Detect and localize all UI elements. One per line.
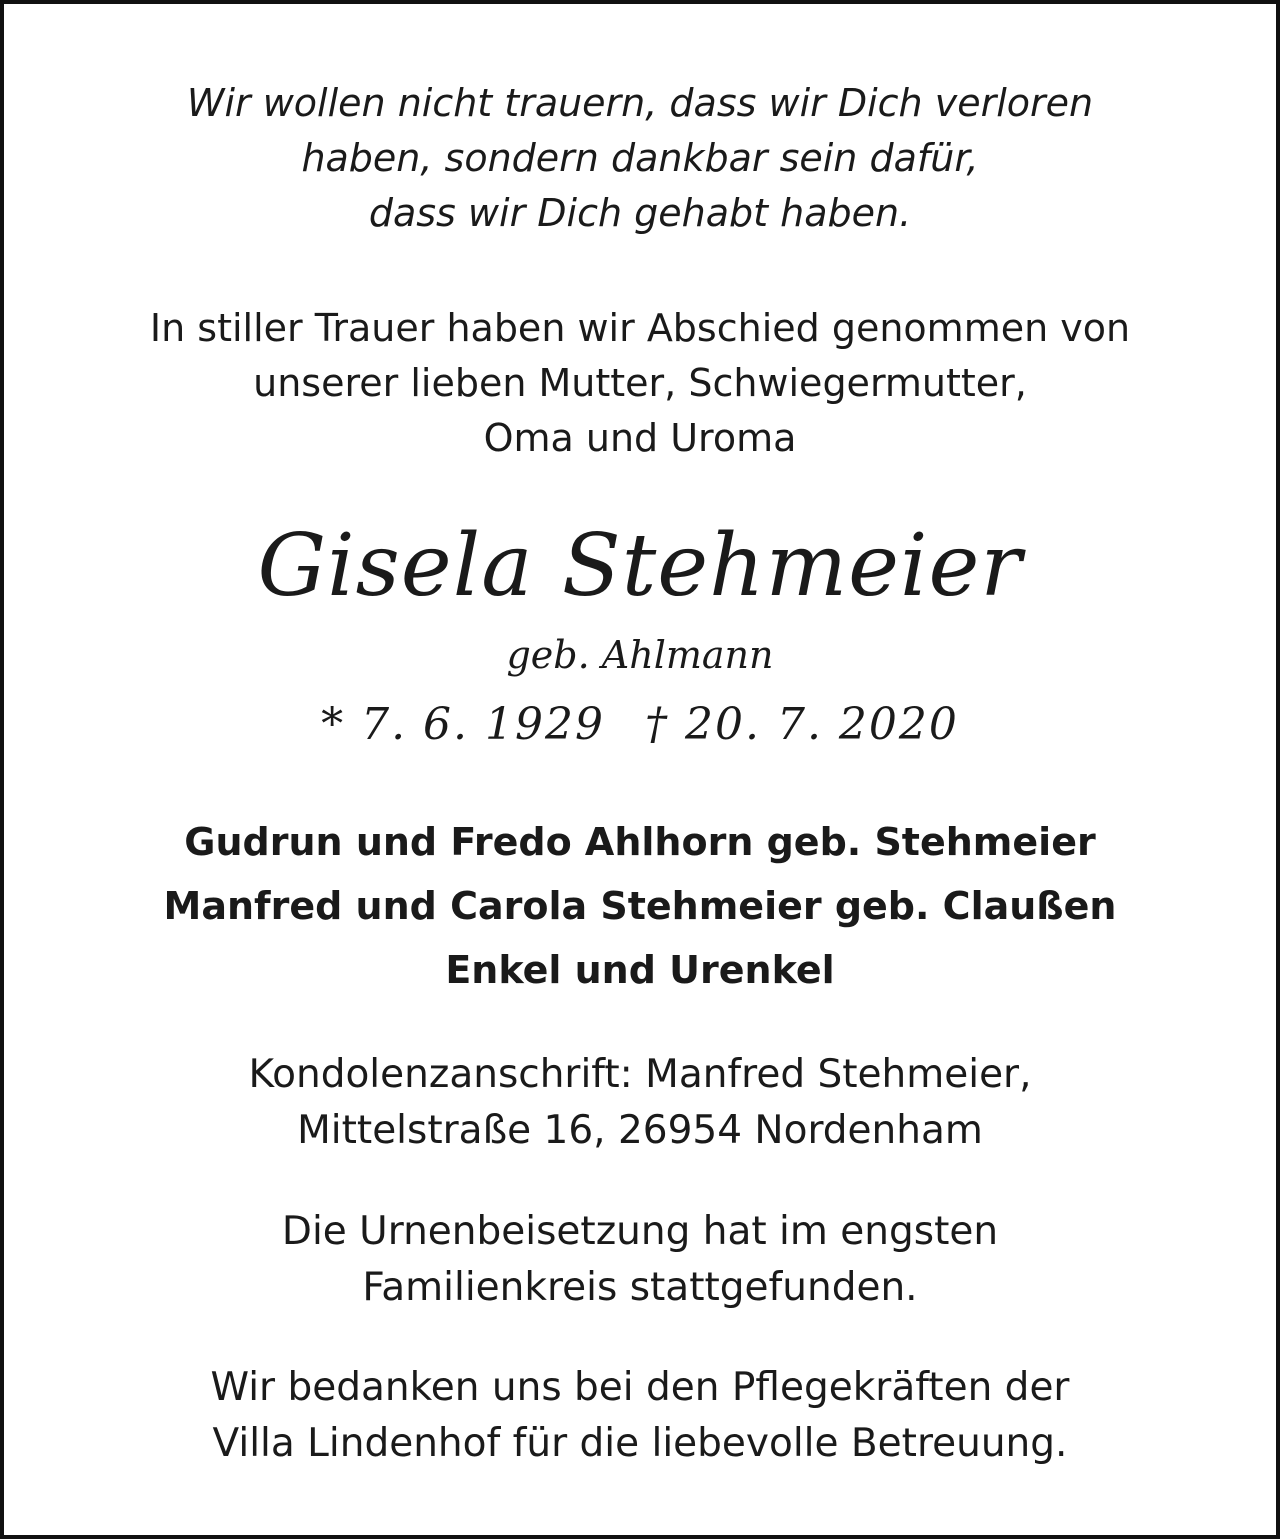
life-dates: [4, 698, 1276, 752]
burial-note: [4, 1204, 1276, 1316]
mourner-line-1: Gudrun und Fredo Ahlhorn geb. Stehmeier: [184, 820, 1096, 864]
birth-date: * 7. 6. 1929: [321, 699, 605, 750]
quote-line-3: dass wir Dich gehabt haben.: [368, 191, 912, 235]
mourner-line-2: Manfred und Carola Stehmeier geb. Claußen: [163, 884, 1117, 928]
condolence-address: [4, 1047, 1276, 1159]
mourners-list: [4, 810, 1276, 1002]
burial-line-1: Die Urnenbeisetzung hat im engsten: [281, 1209, 999, 1254]
mourner-line-3: Enkel und Urenkel: [445, 948, 835, 992]
address-line-2: Mittelstraße 16, 26954 Nordenham: [297, 1108, 983, 1153]
mourning-intro: [4, 301, 1276, 466]
quote-line-1: Wir wollen nicht trauern, dass wir Dich verloren: [186, 81, 1094, 125]
thanks-line-1: Wir bedanken uns bei den Pflegekräften der: [210, 1365, 1070, 1410]
intro-line-2: unserer lieben Mutter, Schwiegermutter,: [253, 361, 1027, 405]
thanks-line-2: Villa Lindenhof für die liebevolle Betreuung.: [212, 1421, 1068, 1466]
memorial-quote: [4, 76, 1276, 241]
thanks-note: [4, 1360, 1276, 1472]
death-date: † 20. 7. 2020: [645, 699, 959, 750]
quote-line-2: haben, sondern dankbar sein dafür,: [301, 136, 979, 180]
maiden-name: geb. Ahlmann: [506, 633, 774, 677]
address-line-1: Kondolenzanschrift: Manfred Stehmeier,: [248, 1052, 1032, 1097]
burial-line-2: Familienkreis stattgefunden.: [362, 1265, 918, 1310]
deceased-name: Gisela Stehmeier: [257, 516, 1023, 616]
intro-line-1: In stiller Trauer haben wir Abschied genommen von: [149, 306, 1131, 350]
intro-line-3: Oma und Uroma: [483, 416, 797, 460]
